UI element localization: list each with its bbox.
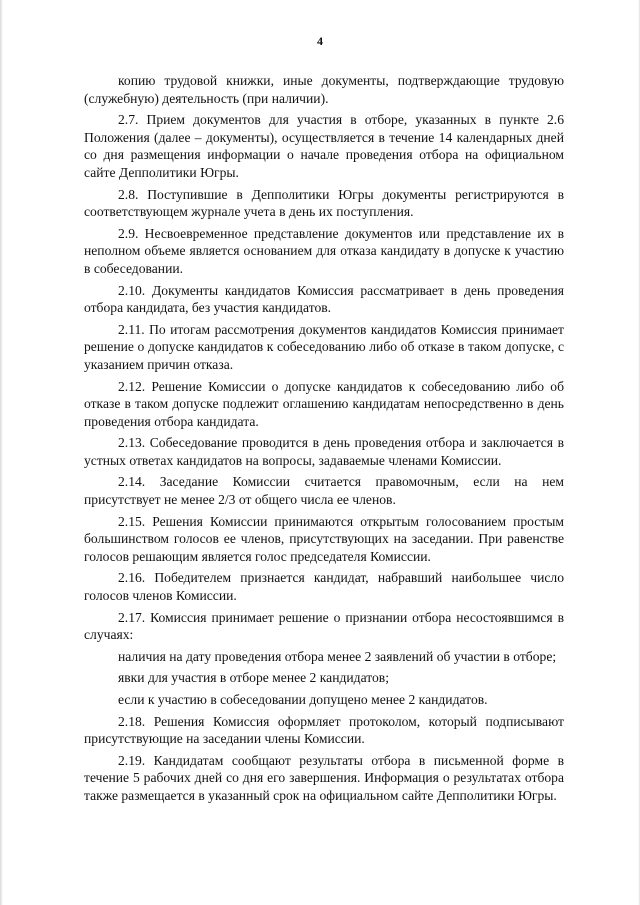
paragraph-2-10: 2.10. Документы кандидатов Комиссия рассматривает в день проведения отбора кандидата, без участия кандидатов. <box>84 282 564 316</box>
paragraph-2-19: 2.19. Кандидатам сообщают результаты отбора в письменной форме в течение 5 рабочих дней со дня его завершения. Информация о результатах отбора также размещается в указанный срок на официальном сайте Депполитики Югры. <box>84 752 564 803</box>
paragraph-2-13: 2.13. Собеседование проводится в день проведения отбора и заключается в устных ответах кандидатов на вопросы, задаваемые членами Комиссии. <box>84 435 564 468</box>
scan-edge-left <box>0 0 3 905</box>
paragraph-2-8: 2.8. Поступившие в Депполитики Югры документы регистрируются в соответствующем журнале учета в день их поступления. <box>84 186 564 220</box>
document-body <box>84 72 564 809</box>
page-number: 4 <box>317 34 323 48</box>
paragraph-2-16: 2.16. Победителем признается кандидат, набравший наибольшее число голосов членов Комиссии. <box>84 570 564 604</box>
paragraph-2-18: 2.18. Решения Комиссия оформляет протоколом, который подписывают присутствующие на заседании члены Комиссии. <box>84 713 564 747</box>
paragraph-2-14: 2.14. Заседание Комиссии считается правомочным, если на нем присутствует не менее 2/3 от общего числа ее членов. <box>84 474 564 508</box>
paragraph-2-9: 2.9. Несвоевременное представление документов или представление их в неполном объеме является основанием для отказа кандидату в допуске к участию в собеседовании. <box>84 225 564 276</box>
paragraph-2-17-case-2: явки для участия в отборе менее 2 кандидатов; <box>118 670 390 686</box>
paragraph-2-17-case-1: наличия на дату проведения отбора менее 2 заявлений об участии в отборе; <box>118 648 557 664</box>
paragraph-2-17-case-3: если к участию в собеседовании допущено менее 2 кандидатов. <box>118 692 488 707</box>
paragraph-2-7: 2.7. Прием документов для участия в отборе, указанных в пункте 2.6 Положения (далее – документы), осуществляется в течение 14 календарных дней со дня размещения информации о начале проведения отбора на официальном сайте Депполитики Югры. <box>84 112 564 180</box>
paragraph-2-15: 2.15. Решения Комиссии принимаются открытым голосованием простым большинством голосов ее членов, присутствующих на заседании. При равенстве голосов решающим является голос председателя Комиссии. <box>84 513 564 564</box>
paragraph-continuation: копию трудовой книжки, иные документы, подтверждающие трудовую (служебную) деятельность (при наличии). <box>84 73 564 106</box>
paragraph-2-12: 2.12. Решение Комиссии о допуске кандидатов к собеседованию либо об отказе в таком допуске подлежит оглашению кандидатам непосредственно в день проведения отбора кандидата. <box>84 378 564 429</box>
paragraph-2-11: 2.11. По итогам рассмотрения документов кандидатов Комиссия принимает решение о допуске кандидатов к собеседованию либо об отказе в таком допуске, с указанием причин отказа. <box>84 321 564 372</box>
paragraph-2-17: 2.17. Комиссия принимает решение о признании отбора несостоявшимся в случаях: <box>84 609 564 643</box>
